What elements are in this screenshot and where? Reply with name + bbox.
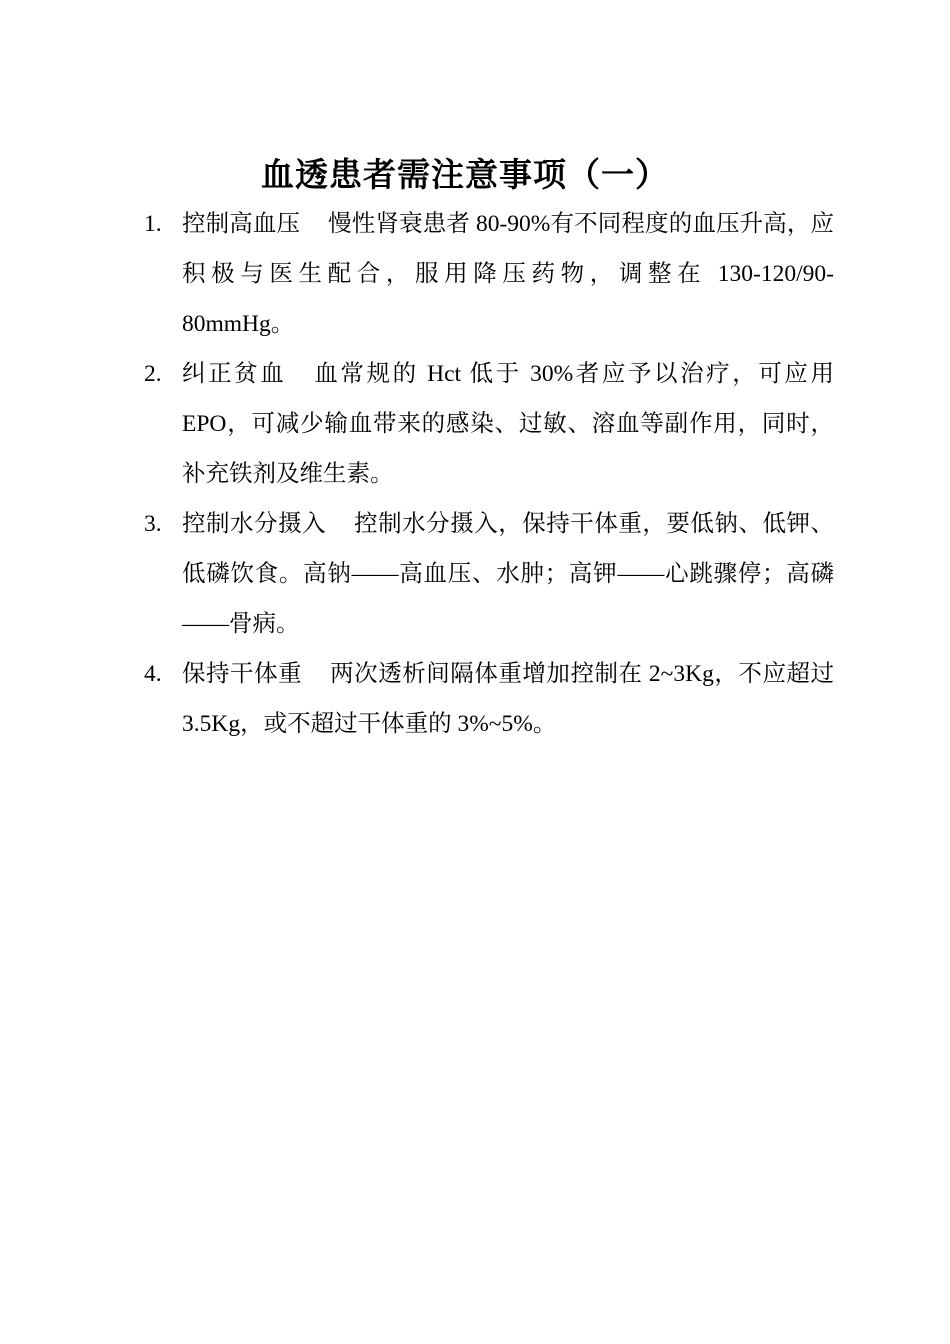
item-text: 慢性肾衰患者 80-90%有不同程度的血压升高，应积极与医生配合，服用降压药物，调整在 130-120/90-80mmHg。: [182, 211, 834, 337]
item-heading: 纠正贫血: [182, 361, 287, 387]
item-text: 血常规的 Hct 低于 30%者应予以治疗，可应用 EPO，可减少输血带来的感染、过敏、溶血等副作用，同时，补充铁剂及维生素。: [182, 361, 834, 487]
item-number: 1.: [144, 211, 162, 237]
document-title: 血透患者需注意事项（一）: [261, 155, 669, 194]
list-item: [144, 199, 834, 349]
item-heading: 保持干体重: [182, 661, 303, 687]
item-heading: 控制水分摄入: [182, 511, 327, 537]
item-number: 4.: [144, 661, 162, 687]
item-number: 2.: [144, 361, 162, 387]
notes-list: [144, 199, 834, 749]
item-text: 两次透析间隔体重增加控制在 2~3Kg，不应超过 3.5Kg，或不超过干体重的 3%~5%。: [182, 661, 835, 737]
list-item: [144, 499, 834, 649]
item-text: 控制水分摄入，保持干体重，要低钠、低钾、低磷饮食。高钠——高血压、水肿；高钾——心跳骤停；高磷——骨病。: [182, 511, 835, 637]
list-item: [144, 649, 834, 749]
list-item: [144, 349, 834, 499]
item-number: 3.: [144, 511, 162, 537]
item-heading: 控制高血压: [182, 211, 301, 237]
